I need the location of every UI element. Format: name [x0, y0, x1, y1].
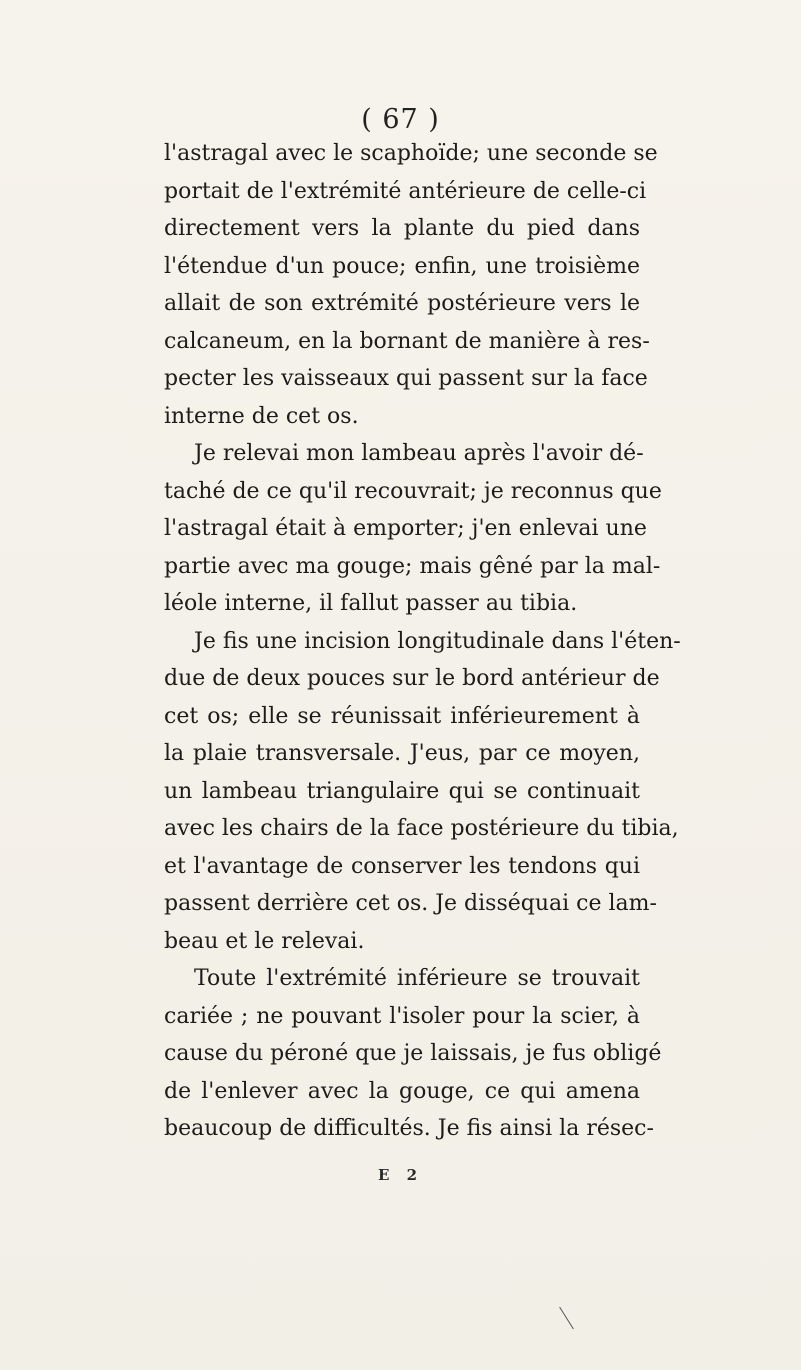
text-line: directement vers la plante du pied dans [164, 216, 640, 241]
text-line: calcaneum, en la bornant de manière à res- [164, 328, 650, 354]
text-line: allait de son extrémité postérieure vers le [164, 291, 640, 316]
text-line: portait de l'extrémité antérieure de celle-ci [164, 178, 647, 204]
text-line: cause du péroné que je laissais, je fus obligé [164, 1041, 662, 1066]
text-line: partie avec ma gouge; mais gêné par la mal- [164, 553, 661, 579]
text-line: cet os; elle se réunissait inférieurement à [164, 703, 640, 729]
text-line: la plaie transversale. J'eus, par ce moyen, [164, 741, 640, 766]
text-line: léole interne, il fallut passer au tibia. [164, 591, 578, 616]
text-line: Toute l'extrémité inférieure se trouvait [194, 966, 640, 991]
text-line: l'astragal était à emporter; j'en enlevai une [164, 516, 647, 541]
page-number: ( 67 ) [361, 104, 440, 135]
text-line: un lambeau triangulaire qui se continuait [164, 778, 640, 804]
text-line: pecter les vaisseaux qui passent sur la face [164, 366, 648, 391]
text-line: Je fis une incision longitudinale dans l'éten- [194, 628, 681, 654]
text-line: interne de cet os. [164, 403, 359, 429]
text-line: et l'avantage de conserver les tendons qui [164, 853, 640, 879]
body-text [164, 135, 681, 1148]
text-line: taché de ce qu'il recouvrait; je reconnus que [164, 478, 662, 504]
text-line: beaucoup de difficultés. Je fis ainsi la résec- [164, 1116, 654, 1141]
text-line: l'astragal avec le scaphoïde; une seconde se [164, 141, 658, 166]
text-line: passent derrière cet os. Je disséquai ce lam- [164, 891, 657, 916]
text-line: avec les chairs de la face postérieure du tibia, [164, 816, 679, 841]
text-line: Je relevai mon lambeau après l'avoir dé- [194, 441, 644, 466]
text-line: l'étendue d'un pouce; enfin, une troisième [164, 253, 640, 279]
text-line: beau et le relevai. [164, 928, 365, 954]
signature-mark: E 2 [377, 1166, 424, 1184]
text-line: cariée ; ne pouvant l'isoler pour la scier, à [164, 1003, 640, 1029]
stray-ink-mark [559, 1307, 574, 1330]
text-line: de l'enlever avec la gouge, ce qui amena [164, 1078, 640, 1104]
text-line: due de deux pouces sur le bord antérieur de [164, 666, 660, 691]
